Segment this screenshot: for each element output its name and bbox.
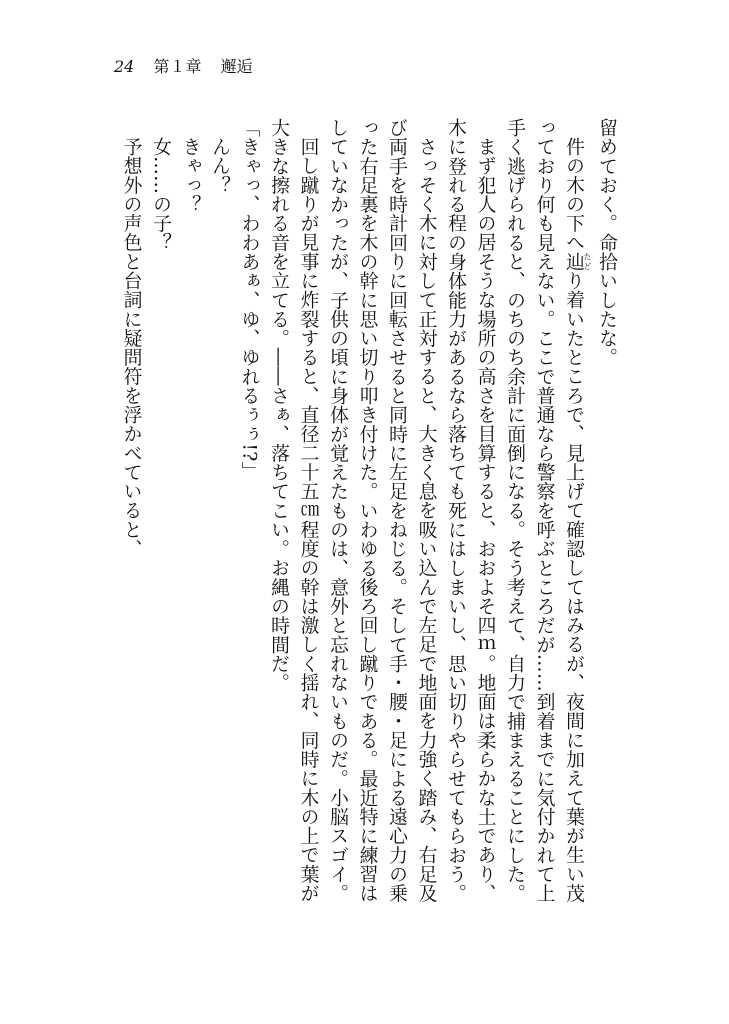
paragraph-9: 女……の子？: [150, 136, 171, 252]
dialogue-line: 「きゃっ、わわあぁ、ゆ、ゆれるぅぅ!?」: [238, 118, 260, 481]
body-text: [101, 118, 621, 918]
paragraph-2-before: 件の木の下へ: [563, 136, 584, 252]
paragraph-2-after: り着いたところで、見上げて確認してはみるが、夜間に加えて葉が生い茂っており何も見えない。ここで普通なら警察を呼ぶところだが……到着までに気付かれて上手く逃げられると、のちのち余計に面倒になる。そう考えて、自力で捕まえることにした。: [504, 118, 584, 903]
paragraph-5: 回し蹴りが見事に炸裂すると、直径二十五㎝程度の幹は激しく揺れ、同時に木の上で葉が大きな擦れる音を立てる。――さぁ、落ちてこい。お縄の時間だ。: [268, 118, 319, 903]
paragraph-1: 留めておく。命拾いしたな。: [596, 118, 617, 367]
paragraph-10: 予想外の声色と台詞に疑問符を浮かべていると、: [120, 136, 142, 558]
furigana-tado: 辿 たど: [563, 251, 592, 271]
chapter-label: 第１章: [153, 57, 202, 76]
paragraph-7: んん？: [209, 136, 230, 195]
running-header: [114, 54, 253, 77]
paragraph-8: きゃっ？: [179, 136, 201, 214]
paragraph-4: さっそく木に対して正対すると、大きく息を吸い込んで左足で地面を力強く踏み、右足及び両手を時計回りに回転させると同時に左足をねじる。そして手・腰・足による遠心力の乗った右足裏を木の幹に思い切り叩き付けた。いわゆる後ろ回し蹴りである。最近特に練習はしていなかったが、子供の頃に身体が覚えたものは、意外と忘れないものだ。小脳スゴイ。: [327, 118, 437, 903]
page-number: 24: [114, 57, 135, 76]
paragraph-2: [500, 118, 592, 918]
chapter-title: 邂逅: [220, 57, 253, 76]
paragraph-3: まず犯人の居そうな場所の高さを目算すると、おおよそ四ｍ。地面は柔らかな土であり、木に登れる程の身体能力があるなら落ちても死にはしまいし、思い切りやらせてもらおう。: [445, 118, 496, 903]
